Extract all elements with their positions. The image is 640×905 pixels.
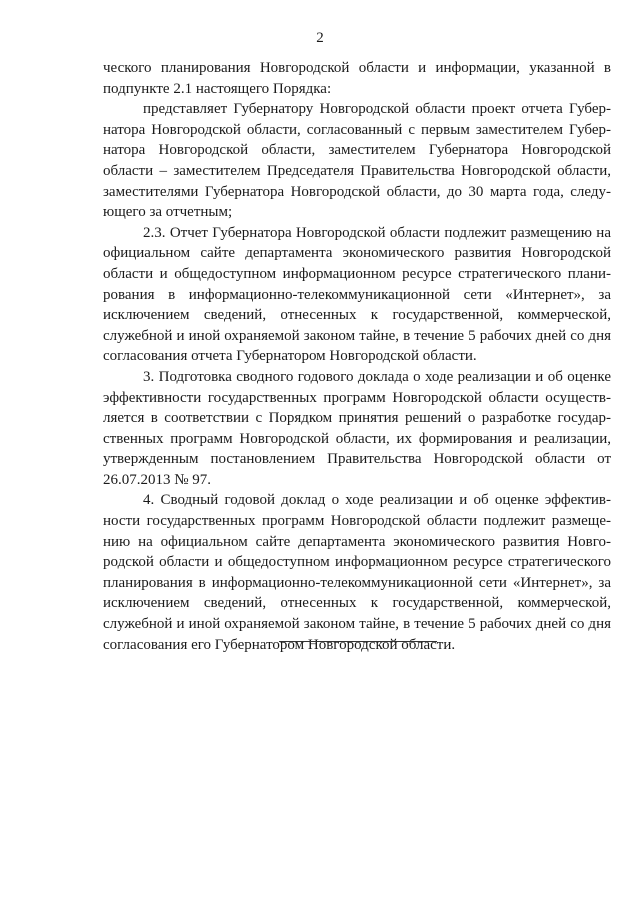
document-body: [103, 58, 611, 655]
paragraph-2-3: 2.3. Отчет Губернатора Новгородской области подлежит размещению на официальном сайте департамента экономического развития Новгородской области и общедоступном информационном ресурсе стратегического плани-рования в информационно-телекоммуникационной сети «Интернет», за исключением сведений, отнесенных к государственной, коммерческой, служебной и иной охраняемой законом тайне, в течение 5 рабочих дней со дня согласования отчета Губернатором Новгородской области.: [103, 224, 611, 365]
page-number: 2: [316, 30, 324, 46]
paragraph-4: 4. Сводный годовой доклад о ходе реализации и об оценке эффектив-ности государственных программ Новгородской области подлежит размеще-нию на официальном сайте департамента экономического развития Новго-родской области и общедоступном информационном ресурсе стратегического планирования в информационно-телекоммуникационной сети «Интернет», за исключением сведений, отнесенных к государственной, коммерческой, служебной и иной охраняемой законом тайне, в течение 5 рабочих дней со дня согласования его Губернатором Новгородской области.: [103, 492, 611, 653]
paragraph-continuation: ческого планирования Новгородской области и информации, указанной в подпункте 2.1 настоящего Порядка:: [103, 60, 611, 97]
end-of-document-rule: [279, 641, 437, 642]
paragraph-3: 3. Подготовка сводного годового доклада о ходе реализации и об оценке эффективности государственных программ Новгородской области осуществ-ляется в соответствии с Порядком принятия решений о разработке государ-ственных программ Новгородской области, их формирования и реализации, утвержденным постановлением Правительства Новгородской области от 26.07.2013 № 97.: [103, 368, 611, 488]
paragraph-subitem-report-submission: представляет Губернатору Новгородской области проект отчета Губер-натора Новгородской области, согласованный с первым заместителем Губер-натора Новгородской области, заместителем Губернатора Новгородской области – заместителем Председателя Правительства Новгородской области, заместителями Губернатора Новгородской области, до 30 марта года, следу-ющего за отчетным;: [103, 101, 611, 221]
